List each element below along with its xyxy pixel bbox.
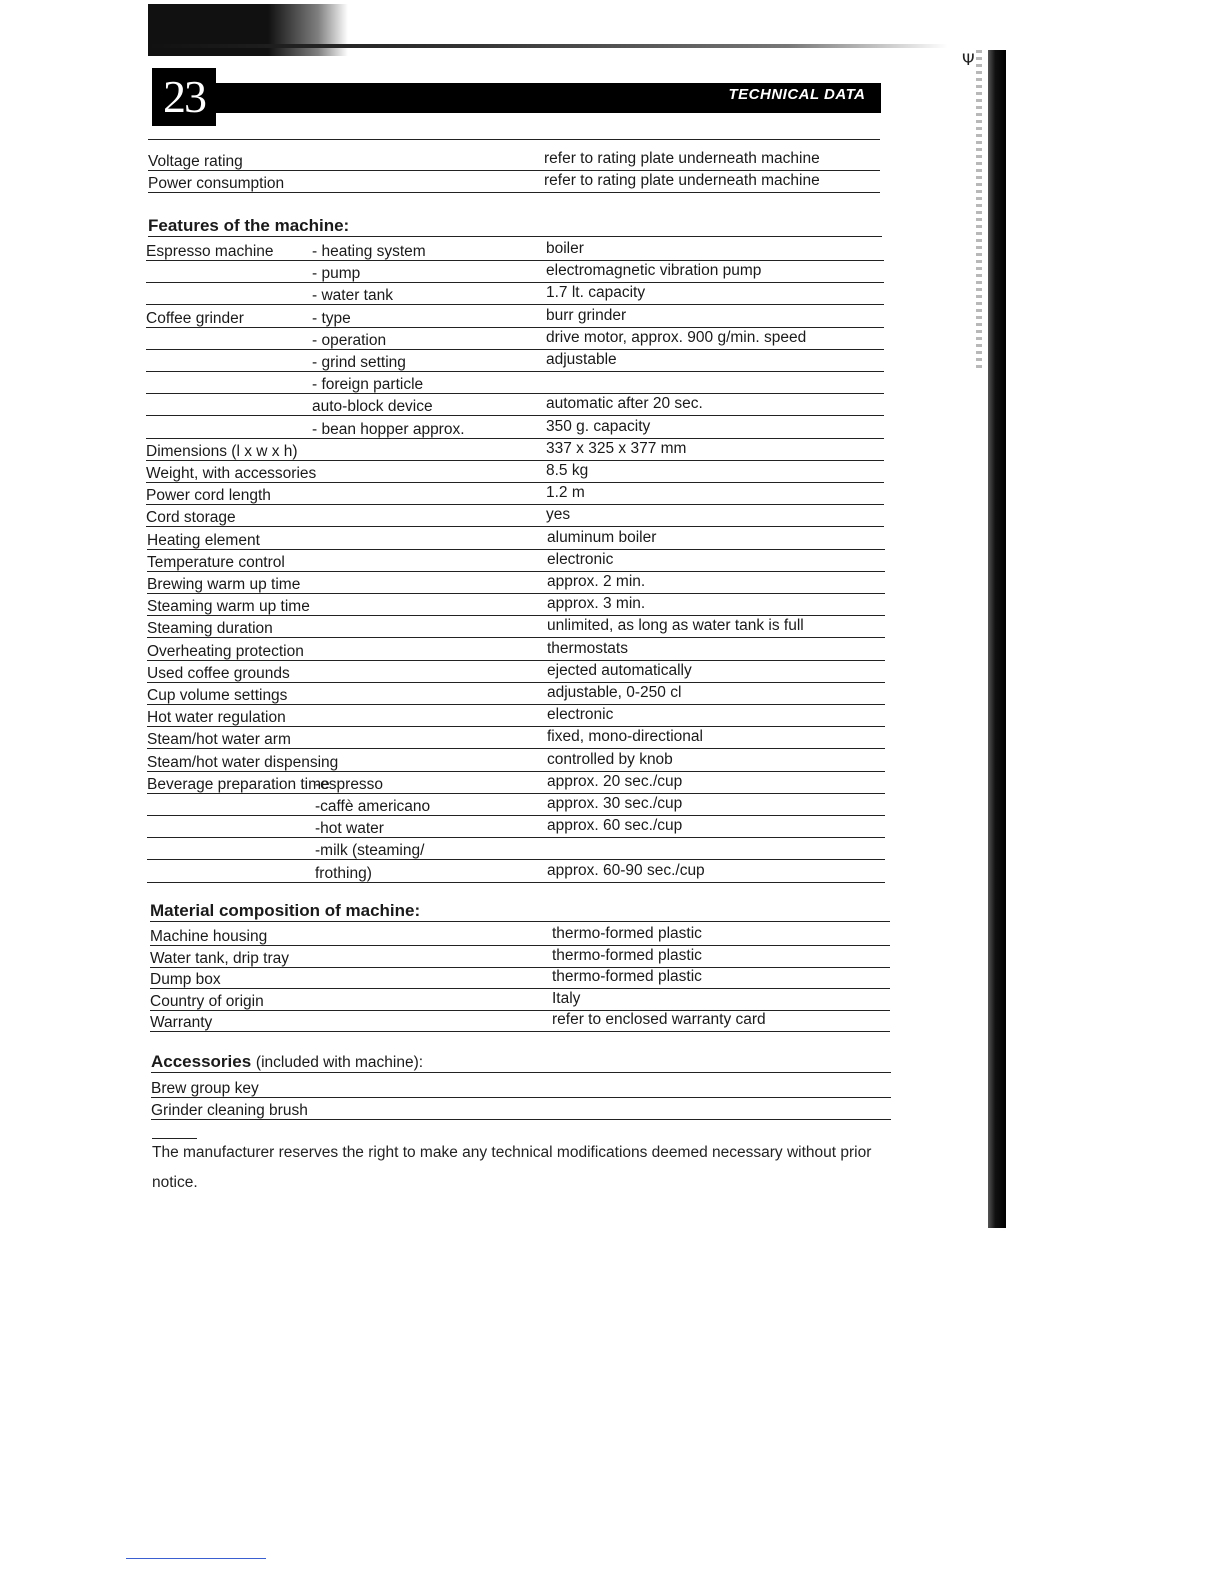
spec-value: yes	[546, 506, 571, 524]
spec-value: thermo-formed plastic	[552, 968, 702, 985]
spec-sublabel: - bean hopper approx.	[312, 420, 465, 438]
spec-sublabel: auto-block device	[312, 398, 433, 416]
spec-row	[148, 150, 880, 171]
header-rule	[148, 139, 880, 140]
section-title: TECHNICAL DATA	[716, 83, 878, 107]
spec-value: electronic	[547, 550, 614, 568]
spec-value: 337 x 325 x 377 mm	[546, 439, 687, 457]
spec-value: approx. 60 sec./cup	[547, 817, 683, 835]
scan-mark-glyph: Ψ	[962, 50, 975, 69]
spec-label: Used coffee grounds	[147, 664, 290, 682]
spec-sublabel: frothing)	[315, 864, 372, 882]
spec-label: Power cord length	[146, 487, 271, 505]
spec-row	[147, 640, 885, 661]
spec-sublabel: - heating system	[312, 243, 426, 260]
spec-label: Brew group key	[151, 1080, 259, 1097]
spec-row	[150, 1011, 890, 1032]
spec-label: Steaming warm up time	[147, 598, 310, 616]
spec-value: thermo-formed plastic	[552, 946, 702, 964]
spec-value: refer to rating plate underneath machine	[544, 172, 820, 189]
spec-label: Warranty	[150, 1014, 213, 1031]
spec-value: 1.7 lt. capacity	[546, 284, 646, 302]
spec-value: approx. 20 sec./cup	[547, 772, 683, 790]
spec-value: boiler	[546, 240, 584, 257]
spec-value: approx. 60-90 sec./cup	[547, 861, 705, 879]
spec-label: Weight, with accessories	[146, 465, 317, 482]
spec-row	[146, 373, 884, 394]
spec-label: Voltage rating	[148, 153, 243, 170]
spec-label: Steam/hot water dispensing	[147, 753, 339, 771]
spec-value: 1.2 m	[546, 484, 585, 502]
spec-label: Espresso machine	[146, 243, 274, 260]
spec-row	[146, 307, 884, 328]
footer-link-underline	[126, 1558, 266, 1559]
features-heading-text: Features of the machine:	[148, 216, 350, 235]
spec-row	[146, 506, 884, 527]
spec-row	[147, 617, 885, 638]
material-heading	[150, 901, 890, 922]
page-number: 23	[152, 68, 216, 126]
spec-row	[151, 1099, 891, 1120]
spec-value: electronic	[547, 706, 614, 724]
spec-value: aluminum boiler	[547, 528, 657, 546]
spec-sublabel: -caffè americano	[315, 798, 431, 815]
spec-label: Beverage preparation time	[147, 775, 330, 793]
spec-sublabel: - operation	[312, 331, 387, 349]
spec-value: automatic after 20 sec.	[546, 395, 703, 413]
spec-row	[147, 573, 885, 594]
spec-row	[146, 395, 884, 416]
spec-label: Cup volume settings	[147, 687, 288, 704]
spec-row	[147, 817, 885, 838]
spec-row	[147, 728, 885, 749]
spec-row	[147, 839, 885, 860]
spec-value: fixed, mono-directional	[547, 728, 703, 746]
spec-value: adjustable, 0-250 cl	[547, 684, 682, 701]
spec-value: approx. 2 min.	[547, 573, 646, 590]
spec-row	[147, 706, 885, 727]
spec-label: Cord storage	[146, 509, 236, 527]
spec-label: Overheating protection	[147, 642, 304, 660]
spec-row	[146, 484, 884, 505]
spec-row	[147, 862, 885, 883]
spec-value: ejected automatically	[547, 661, 692, 679]
spec-row	[146, 418, 884, 439]
spec-sublabel: - grind setting	[312, 354, 406, 371]
spec-label: Steaming duration	[147, 620, 273, 638]
spec-sublabel: - pump	[312, 265, 361, 283]
spec-row	[147, 773, 885, 794]
spec-label: Steam/hot water arm	[147, 731, 291, 749]
spec-row	[147, 595, 885, 616]
spec-label: Country of origin	[150, 992, 264, 1010]
spec-label: Power consumption	[148, 175, 285, 192]
spec-row	[150, 947, 890, 968]
spec-row	[146, 329, 884, 350]
spec-row	[147, 795, 885, 816]
spec-row	[150, 968, 890, 989]
spec-value: drive motor, approx. 900 g/min. speed	[546, 328, 807, 346]
spec-value: burr grinder	[546, 306, 627, 324]
spec-value: approx. 3 min.	[547, 595, 646, 613]
spec-label: Brewing warm up time	[147, 576, 301, 593]
spec-label: Dump box	[150, 971, 221, 988]
spec-value: electromagnetic vibration pump	[546, 262, 762, 280]
scan-shadow-top	[148, 4, 348, 56]
spec-value: 8.5 kg	[546, 462, 589, 479]
spec-label: Machine housing	[150, 928, 268, 945]
spec-row	[147, 751, 885, 772]
spec-row	[148, 172, 880, 193]
spec-value: thermo-formed plastic	[552, 925, 702, 942]
accessories-heading	[151, 1052, 891, 1073]
spec-value: thermostats	[547, 639, 628, 657]
spec-value: Italy	[552, 989, 581, 1007]
spec-row	[151, 1077, 891, 1098]
material-heading-text: Material composition of machine:	[150, 901, 421, 920]
spec-row	[146, 440, 884, 461]
spec-label: Heating element	[147, 531, 260, 549]
spec-row	[147, 684, 885, 705]
spec-label: Water tank, drip tray	[150, 949, 289, 967]
spec-value: refer to rating plate underneath machine	[544, 150, 820, 167]
spec-row	[146, 240, 884, 261]
features-heading	[148, 216, 882, 237]
spec-sublabel: -hot water	[315, 820, 384, 838]
spec-value: adjustable	[546, 351, 617, 368]
spec-row	[150, 990, 890, 1011]
spec-label: Temperature control	[147, 553, 285, 571]
spec-row	[147, 551, 885, 572]
spec-value: controlled by knob	[547, 750, 673, 768]
spec-label: Grinder cleaning brush	[151, 1101, 308, 1119]
spec-label: Coffee grinder	[146, 309, 244, 327]
scan-rule-top	[148, 44, 948, 48]
spec-row	[147, 529, 885, 550]
spec-label: Hot water regulation	[147, 709, 286, 727]
footnote: The manufacturer reserves the right to make any technical modifications deemed necessary without prior notice.	[152, 1144, 872, 1191]
spec-label: Dimensions (l x w x h)	[146, 442, 298, 460]
accessories-heading-note: (included with machine):	[255, 1054, 424, 1071]
spec-value: unlimited, as long as water tank is full	[547, 617, 804, 635]
scan-edge-noise	[976, 50, 982, 370]
spec-sublabel: -milk (steaming/	[315, 842, 425, 860]
scan-binding-edge	[988, 50, 1006, 1228]
spec-row	[146, 262, 884, 283]
spec-row	[146, 284, 884, 305]
spec-value: refer to enclosed warranty card	[552, 1011, 766, 1028]
spec-sublabel: - water tank	[312, 287, 393, 305]
spec-value: 350 g. capacity	[546, 417, 651, 435]
spec-sublabel: - type	[312, 309, 351, 327]
spec-row	[146, 351, 884, 372]
spec-row	[146, 462, 884, 483]
spec-sublabel: -espresso	[315, 775, 384, 793]
spec-sublabel: - foreign particle	[312, 376, 424, 394]
spec-value: approx. 30 sec./cup	[547, 795, 683, 812]
spec-row	[147, 662, 885, 683]
accessories-heading-text: Accessories	[151, 1052, 252, 1071]
spec-row	[150, 925, 890, 946]
